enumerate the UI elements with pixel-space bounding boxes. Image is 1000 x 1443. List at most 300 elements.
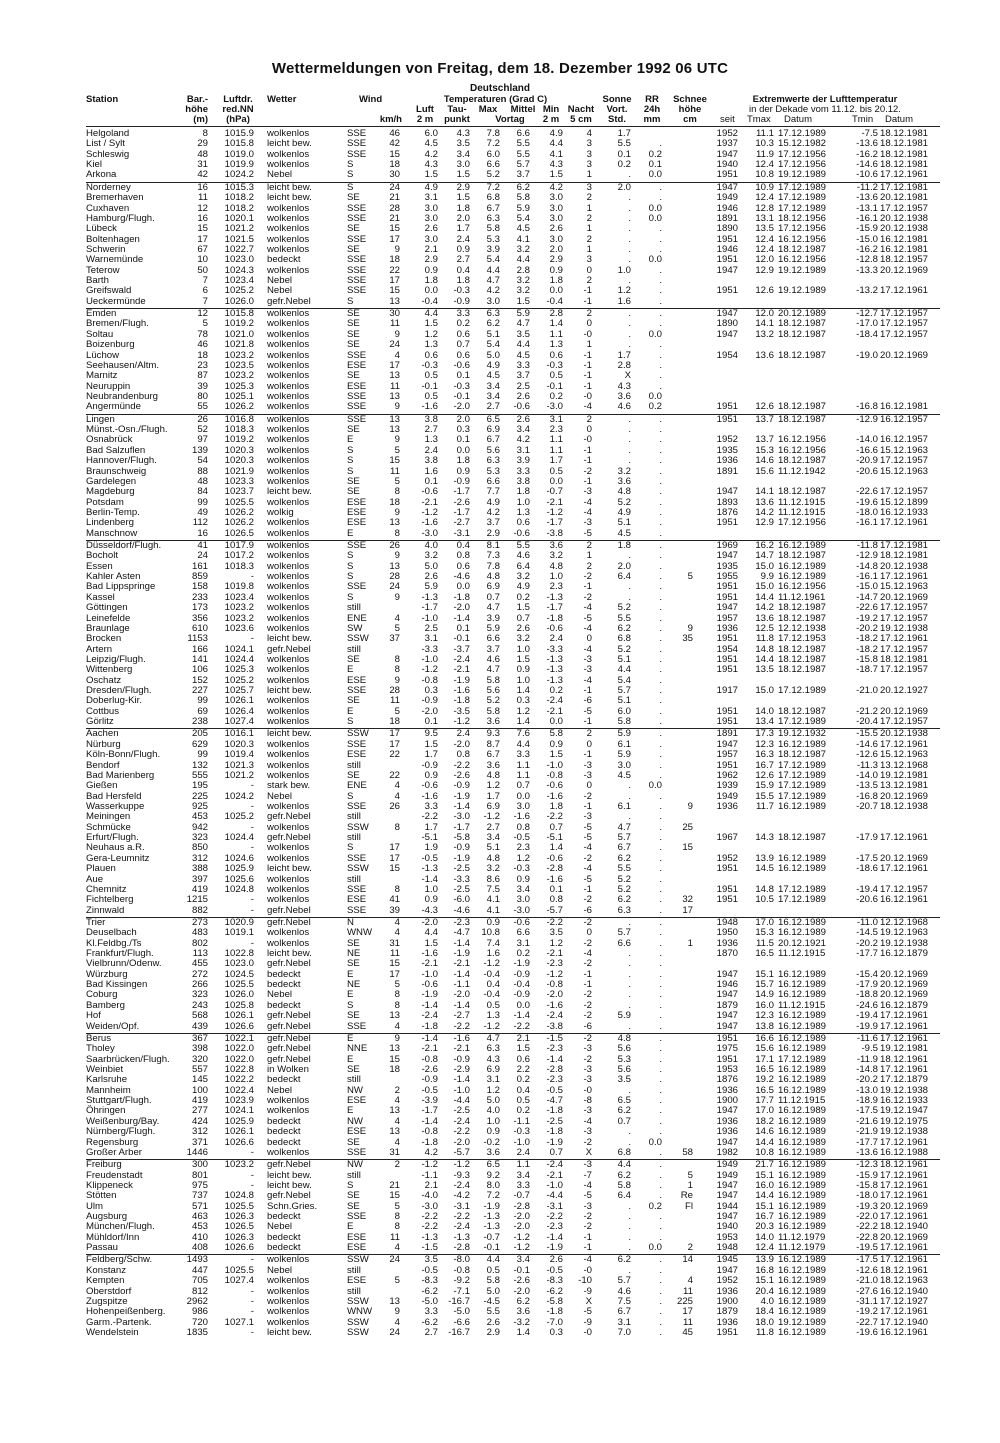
- cell-tmin-date: 17.12.1940: [880, 1316, 929, 1328]
- cell-temp-max: 6.6: [486, 633, 500, 645]
- cell-pressure: 1026.5: [224, 1221, 254, 1233]
- table-row: [0, 255, 1000, 265]
- cell-height: 273: [191, 916, 208, 928]
- cell-temp-air: 1.3: [424, 339, 438, 351]
- cell-sunshine: 6.2: [617, 1105, 631, 1117]
- cell-sunshine: 3.6: [617, 475, 631, 487]
- cell-rain: .: [659, 1285, 662, 1297]
- cell-station: Augsburg: [86, 1211, 128, 1223]
- cell-temp-5cm: -4: [583, 863, 592, 875]
- table-row: [0, 959, 1000, 969]
- cell-temp-air: 0.3: [424, 685, 438, 697]
- cell-tmax-date: 18.12.1987: [778, 705, 827, 717]
- cell-station: Emden: [86, 308, 117, 320]
- cell-station: Bad Salzuflen: [86, 444, 146, 456]
- cell-station: Seehausen/Altm.: [86, 359, 160, 371]
- cell-wind-speed: 18: [389, 1063, 400, 1075]
- cell-tmin: -12.9: [856, 550, 878, 562]
- cell-tmax-date: 16.12.1989: [778, 1032, 827, 1044]
- cell-weather: wolkenlos: [267, 842, 310, 854]
- cell-temp-air: -0.1: [421, 380, 438, 392]
- cell-pressure: 1017.2: [224, 550, 254, 562]
- cell-wind-dir: SW: [347, 622, 363, 634]
- cell-wind-dir: S: [347, 455, 354, 467]
- cell-dewpoint: -2.4: [453, 653, 470, 665]
- cell-dewpoint: -5.0: [453, 1306, 470, 1318]
- cell-pressure: 1026.0: [224, 295, 254, 307]
- cell-station: Vielbrunn/Odenw.: [86, 958, 162, 970]
- cell-since: 1935: [716, 444, 738, 456]
- cell-tmin: -21.0: [856, 1275, 878, 1287]
- cell-tmin: -7.5: [861, 128, 878, 139]
- cell-rain: .: [659, 571, 662, 583]
- cell-temp-5cm: 3: [586, 159, 592, 171]
- cell-temp-air: 3.8: [424, 455, 438, 467]
- cell-dewpoint: -2.0: [453, 602, 470, 614]
- cell-pressure: 1024.2: [224, 169, 254, 181]
- header-seit: seit: [720, 114, 735, 125]
- cell-dewpoint: -6.6: [453, 1316, 470, 1328]
- cell-temp-5cm: 3: [586, 181, 592, 193]
- cell-weather: Nebel: [267, 1084, 293, 1096]
- cell-station: Freiburg: [86, 1159, 122, 1171]
- cell-pressure: 1023.6: [224, 622, 254, 634]
- cell-wind-dir: SE: [347, 308, 360, 320]
- cell-temp-mean: 4.2: [516, 434, 530, 446]
- cell-wind-dir: NW: [347, 1159, 363, 1171]
- cell-temp-min: 1.4: [549, 318, 563, 330]
- cell-temp-5cm: -4: [583, 401, 592, 413]
- cell-station: Barth: [86, 275, 109, 287]
- cell-snow: 1: [687, 937, 693, 949]
- cell-tmin-date: 18.12.1981: [880, 550, 929, 562]
- cell-temp-air: -2.1: [421, 1043, 438, 1055]
- cell-rain: 0.1: [648, 159, 662, 171]
- cell-tmin-date: 12.12.1968: [880, 916, 929, 928]
- cell-tmin: -11.6: [856, 1032, 878, 1044]
- cell-weather: Nebel: [267, 169, 293, 181]
- cell-tmax-date: 18.12.1987: [778, 550, 827, 562]
- cell-height: 5: [202, 318, 208, 330]
- cell-height: 882: [191, 904, 208, 916]
- cell-wind-dir: SSE: [347, 738, 367, 750]
- cell-station: Trier: [86, 916, 106, 928]
- table-row: [0, 1328, 1000, 1338]
- cell-wind-speed: 13: [389, 413, 400, 425]
- cell-wind-dir: ESE: [347, 1126, 367, 1138]
- cell-rain: .: [659, 801, 662, 812]
- table-row: [0, 1138, 1000, 1148]
- cell-temp-5cm: X: [585, 1146, 592, 1158]
- cell-temp-max: 6.3: [486, 308, 500, 320]
- cell-since: 1967: [716, 832, 738, 844]
- cell-tmax: 16.5: [755, 1084, 774, 1096]
- cell-temp-air: -2.4: [421, 1010, 438, 1022]
- cell-temp-max: 4.8: [486, 769, 500, 781]
- cell-temp-mean: 2.2: [516, 1063, 530, 1075]
- cell-since: 1957: [716, 749, 738, 761]
- cell-since: 1951: [716, 517, 738, 529]
- cell-wind-speed: 11: [390, 1231, 400, 1243]
- cell-wind-speed: 46: [389, 128, 400, 139]
- cell-weather: wolkenlos: [267, 749, 310, 761]
- cell-station: Hohenpeißenberg.: [86, 1306, 166, 1318]
- cell-temp-air: 5.9: [424, 581, 438, 593]
- cell-wind-dir: E: [347, 527, 354, 539]
- cell-temp-min: -1.6: [546, 999, 563, 1011]
- cell-snow: 45: [682, 1326, 693, 1338]
- cell-sunshine: .: [628, 780, 631, 792]
- cell-temp-min: -1.9: [546, 1136, 563, 1148]
- cell-temp-mean: 3.3: [516, 749, 530, 761]
- cell-dewpoint: -0.1: [453, 633, 470, 645]
- cell-tmax: 14.4: [755, 591, 774, 603]
- cell-tmin: -18.2: [856, 643, 878, 655]
- cell-weather: wolkenlos: [267, 571, 310, 583]
- cell-rain: .: [659, 1211, 662, 1223]
- cell-rain: .: [659, 643, 662, 655]
- cell-since: 1947: [716, 1105, 738, 1117]
- cell-height: 388: [191, 863, 208, 875]
- cell-wind-dir: SSE: [347, 540, 367, 552]
- cell-tmax: 14.2: [755, 506, 774, 518]
- cell-temp-mean: 3.5: [516, 328, 530, 340]
- cell-dewpoint: -0.9: [453, 295, 470, 307]
- cell-pressure: 1019.9: [224, 159, 254, 171]
- cell-temp-air: 0.5: [424, 390, 438, 402]
- cell-temp-5cm: 2: [586, 275, 592, 287]
- cell-temp-min: -6.2: [546, 1285, 563, 1297]
- cell-sunshine: .: [628, 1020, 631, 1032]
- cell-wind-dir: S: [347, 560, 354, 572]
- cell-temp-max: 4.3: [486, 1053, 500, 1065]
- cell-dewpoint: -5.7: [453, 1146, 470, 1158]
- cell-weather: wolkenlos: [267, 653, 310, 665]
- cell-temp-min: -1.8: [546, 612, 563, 624]
- cell-sunshine: .: [628, 328, 631, 340]
- cell-tmax-date: 11.12.1915: [778, 948, 826, 960]
- cell-rain: .: [659, 705, 662, 717]
- header-temperatures: Temperaturen (Grad C): [443, 94, 548, 105]
- cell-tmax: 12.4: [755, 233, 774, 245]
- cell-tmin: -17.5: [856, 852, 878, 864]
- cell-tmin: -21.2: [856, 705, 878, 717]
- cell-rain: 0.0: [648, 202, 662, 214]
- header-dekade: in der Dekade vom 11.12. bis 20.12.: [749, 104, 901, 115]
- cell-tmax: 15.6: [755, 465, 774, 477]
- cell-tmax: 14.4: [755, 653, 774, 665]
- cell-temp-max: 0.7: [486, 591, 500, 603]
- cell-tmax: 14.1: [755, 486, 774, 498]
- cell-dewpoint: -2.6: [453, 769, 470, 781]
- header-vortag: Vortag: [495, 114, 525, 125]
- cell-tmin: -12.3: [856, 1159, 878, 1171]
- cell-temp-air: -6.2: [421, 1285, 438, 1297]
- cell-since: 1936: [716, 937, 738, 949]
- cell-wind-dir: E: [347, 1053, 354, 1065]
- cell-weather: bedeckt: [267, 1211, 301, 1223]
- cell-temp-min: -1.7: [546, 602, 563, 614]
- cell-since: 1949: [716, 192, 738, 204]
- cell-tmin-date: 20.12.1938: [880, 560, 929, 572]
- cell-height: 801: [191, 1169, 208, 1181]
- cell-since: 1946: [716, 243, 738, 255]
- cell-sunshine: 6.0: [617, 705, 631, 717]
- cell-weather: wolkenlos: [267, 413, 310, 425]
- cell-dewpoint: -1.4: [453, 612, 470, 624]
- cell-dewpoint: -2.5: [453, 1105, 470, 1117]
- cell-sunshine: 4.9: [617, 506, 631, 518]
- cell-since: 1939: [716, 780, 738, 792]
- cell-temp-air: -1.0: [421, 612, 438, 624]
- cell-height: 46: [197, 339, 208, 351]
- cell-rain: .: [659, 738, 662, 750]
- cell-sunshine: 6.7: [617, 1306, 631, 1318]
- cell-tmin: -13.6: [856, 192, 878, 204]
- cell-temp-mean: 3.2: [516, 243, 530, 255]
- cell-height: 87: [197, 370, 208, 382]
- cell-tmax: 13.7: [755, 434, 774, 446]
- cell-temp-air: -0.9: [421, 1074, 438, 1086]
- cell-temp-5cm: -1: [583, 380, 592, 392]
- cell-tmax-date: 16.12.1989: [778, 1285, 827, 1297]
- cell-wind-speed: 18: [389, 496, 400, 508]
- cell-temp-5cm: -4: [583, 506, 592, 518]
- cell-wind-dir: ESE: [347, 1231, 367, 1243]
- cell-tmin-date: 17.12.1981: [880, 181, 929, 193]
- cell-tmax-date: 18.12.1987: [778, 832, 827, 844]
- cell-pressure: -: [250, 1169, 254, 1181]
- cell-tmax: 15.0: [755, 560, 774, 572]
- cell-tmax-date: 16.12.1956: [778, 444, 827, 456]
- cell-temp-air: 3.0: [424, 233, 438, 245]
- cell-tmin: -18.9: [856, 1095, 878, 1107]
- cell-tmax: 12.0: [755, 308, 774, 320]
- cell-temp-air: -1.8: [421, 1020, 438, 1032]
- cell-sunshine: 0.2: [617, 159, 631, 171]
- cell-temp-max: 3.6: [486, 716, 500, 728]
- cell-since: 1948: [716, 916, 738, 928]
- cell-sunshine: .: [628, 1136, 631, 1148]
- cell-temp-min: -0.7: [546, 486, 563, 498]
- cell-since: 1893: [716, 496, 738, 508]
- cell-tmin-date: 18.12.1957: [880, 254, 929, 266]
- cell-temp-5cm: 0: [586, 927, 592, 939]
- cell-since: 1969: [716, 540, 738, 552]
- cell-pressure: 1018.3: [224, 424, 254, 436]
- cell-rain: .: [659, 424, 662, 436]
- cell-temp-5cm: -4: [583, 643, 592, 655]
- cell-pressure: 1025.9: [224, 863, 254, 875]
- cell-since: 1936: [716, 1316, 738, 1328]
- cell-temp-max: 6.6: [486, 159, 500, 171]
- header-sonne-3: Std.: [608, 114, 626, 125]
- cell-dewpoint: -0.9: [453, 780, 470, 792]
- cell-tmin: -13.6: [856, 1146, 878, 1158]
- cell-temp-air: 1.3: [424, 434, 438, 446]
- cell-temp-5cm: -3: [583, 1074, 592, 1086]
- cell-temp-5cm: -1: [583, 716, 592, 728]
- cell-temp-min: 0.0: [549, 285, 563, 297]
- cell-temp-min: -1.9: [546, 1242, 563, 1254]
- cell-pressure: 1021.5: [224, 233, 254, 245]
- cell-tmin: -31.1: [856, 1295, 878, 1307]
- table-row: [0, 624, 1000, 634]
- cell-temp-mean: 0.6: [516, 1053, 530, 1065]
- cell-sunshine: .: [628, 979, 631, 991]
- cell-wind-speed: 9: [394, 674, 400, 686]
- cell-temp-5cm: -0: [583, 434, 592, 446]
- cell-sunshine: .: [628, 550, 631, 562]
- cell-wind-speed: 5: [394, 444, 400, 456]
- cell-wind-speed: 8: [394, 1221, 400, 1233]
- cell-wind-dir: ESE: [347, 1095, 367, 1107]
- cell-temp-air: -1.3: [421, 591, 438, 603]
- cell-pressure: 1026.3: [224, 1231, 254, 1243]
- cell-rain: .: [659, 999, 662, 1011]
- table-row: [0, 1287, 1000, 1297]
- cell-wind-speed: 5: [394, 622, 400, 634]
- cell-sunshine: 6.7: [617, 842, 631, 854]
- cell-tmax-date: 16.12.1989: [778, 1136, 827, 1148]
- cell-wind-dir: WNW: [347, 1306, 373, 1318]
- cell-temp-mean: 1.3: [516, 506, 530, 518]
- cell-wind-speed: 17: [389, 968, 400, 980]
- cell-temp-max: 4.7: [486, 275, 500, 287]
- cell-temp-min: -3.8: [546, 1020, 563, 1032]
- cell-sunshine: .: [628, 591, 631, 603]
- cell-station: Klippeneck: [86, 1179, 133, 1191]
- cell-pressure: 1020.3: [224, 444, 254, 456]
- cell-sunshine: 4.3: [617, 380, 631, 392]
- cell-wind-speed: 24: [389, 1326, 400, 1338]
- cell-tmin: -14.5: [856, 927, 878, 939]
- cell-rain: .: [659, 821, 662, 833]
- cell-sunshine: .: [628, 1211, 631, 1223]
- cell-temp-mean: 4.5: [516, 349, 530, 361]
- table-row: [0, 970, 1000, 980]
- cell-wind-dir: S: [347, 842, 354, 854]
- cell-pressure: -: [250, 937, 254, 949]
- cell-height: 49: [197, 506, 208, 518]
- cell-sunshine: 3.0: [617, 759, 631, 771]
- cell-wind-speed: 8: [394, 883, 400, 895]
- cell-temp-5cm: -1: [583, 475, 592, 487]
- cell-rain: .: [659, 790, 662, 802]
- cell-temp-5cm: -4: [583, 602, 592, 614]
- cell-temp-min: -2.3: [546, 1043, 563, 1055]
- cell-sunshine: 7.5: [617, 1295, 631, 1307]
- cell-wind-speed: 17: [389, 728, 400, 740]
- cell-temp-mean: 0.9: [516, 873, 530, 885]
- cell-temp-max: -0.4: [483, 989, 500, 1001]
- cell-temp-max: 4.8: [486, 852, 500, 864]
- cell-sunshine: 5.1: [617, 517, 631, 529]
- cell-temp-5cm: 0: [586, 738, 592, 750]
- cell-station: Manschnow: [86, 527, 138, 539]
- cell-height: 12: [197, 308, 208, 320]
- cell-wind-dir: still: [347, 1264, 361, 1276]
- header-rr-2: 24h: [643, 104, 661, 115]
- cell-dewpoint: -7.1: [453, 1285, 470, 1297]
- table-row: [0, 297, 1000, 307]
- cell-sunshine: 4.5: [617, 527, 631, 539]
- cell-sunshine: 6.2: [617, 1254, 631, 1266]
- cell-temp-mean: -0.6: [513, 916, 530, 928]
- cell-station: Warnemünde: [86, 254, 144, 266]
- cell-snow: Re: [680, 1190, 693, 1202]
- cell-dewpoint: -1.4: [453, 968, 470, 980]
- cell-temp-air: -0.5: [421, 1084, 438, 1096]
- cell-tmin: -19.0: [856, 349, 878, 361]
- cell-wind-dir: NE: [347, 948, 361, 960]
- cell-temp-max: 7.2: [486, 1190, 500, 1202]
- cell-pressure: 1015.8: [224, 308, 254, 320]
- cell-sunshine: 5.2: [617, 496, 631, 508]
- cell-tmin-date: 20.12.1969: [880, 349, 929, 361]
- cell-tmin-date: 17.12.1957: [880, 328, 929, 340]
- cell-temp-mean: 1.5: [516, 602, 530, 614]
- cell-pressure: 1026.2: [224, 401, 254, 413]
- cell-temp-max: 6.0: [486, 148, 500, 160]
- cell-dewpoint: 1.7: [456, 223, 470, 235]
- cell-temp-min: 1.5: [549, 749, 563, 761]
- cell-temp-5cm: -1: [583, 444, 592, 456]
- cell-temp-min: 1.1: [549, 328, 563, 340]
- cell-sunshine: .: [628, 999, 631, 1011]
- cell-since: 1870: [716, 948, 738, 960]
- table-row: [0, 1181, 1000, 1191]
- cell-temp-max: 1.3: [486, 1010, 500, 1022]
- table-row: [0, 885, 1000, 895]
- cell-tmin-date: 16.12.1879: [880, 948, 929, 960]
- cell-rain: .: [659, 560, 662, 572]
- cell-tmax-date: 11.12.1942: [778, 465, 826, 477]
- cell-tmax: 13.8: [755, 1020, 774, 1032]
- cell-height: 50: [197, 264, 208, 276]
- cell-weather: wolkenlos: [267, 612, 310, 624]
- cell-station: Stötten: [86, 1190, 117, 1202]
- cell-wind-speed: 15: [389, 958, 400, 970]
- cell-tmax: 20.4: [755, 1285, 774, 1297]
- cell-height: 453: [191, 1221, 208, 1233]
- cell-temp-max: 0.4: [486, 979, 500, 991]
- cell-temp-min: 4.9: [549, 128, 563, 139]
- cell-weather: wolkenlos: [267, 759, 310, 771]
- cell-rain: .: [659, 622, 662, 634]
- table-row: [0, 508, 1000, 518]
- cell-wind-dir: S: [347, 1179, 354, 1191]
- cell-tmax: 10.3: [755, 138, 774, 150]
- cell-tmin-date: 16.12.1940: [880, 1285, 929, 1297]
- cell-tmax-date: 16.12.1989: [778, 801, 827, 812]
- cell-height: 610: [191, 622, 208, 634]
- cell-rain: .: [659, 434, 662, 446]
- cell-sunshine: .: [628, 1231, 631, 1243]
- cell-weather: leicht bew.: [267, 1169, 312, 1181]
- cell-tmin: -20.6: [856, 894, 878, 906]
- table-row: [0, 802, 1000, 812]
- cell-snow: 9: [687, 801, 693, 812]
- cell-temp-mean: 4.9: [516, 581, 530, 593]
- cell-weather: leicht bew.: [267, 633, 312, 645]
- cell-temp-air: -4.0: [421, 1190, 438, 1202]
- cell-tmax-date: 17.12.1989: [778, 759, 827, 771]
- cell-tmax-date: 16.12.1989: [778, 979, 827, 991]
- cell-station: Schleswig: [86, 148, 130, 160]
- cell-temp-min: 4.4: [549, 138, 563, 150]
- table-row: [0, 1065, 1000, 1075]
